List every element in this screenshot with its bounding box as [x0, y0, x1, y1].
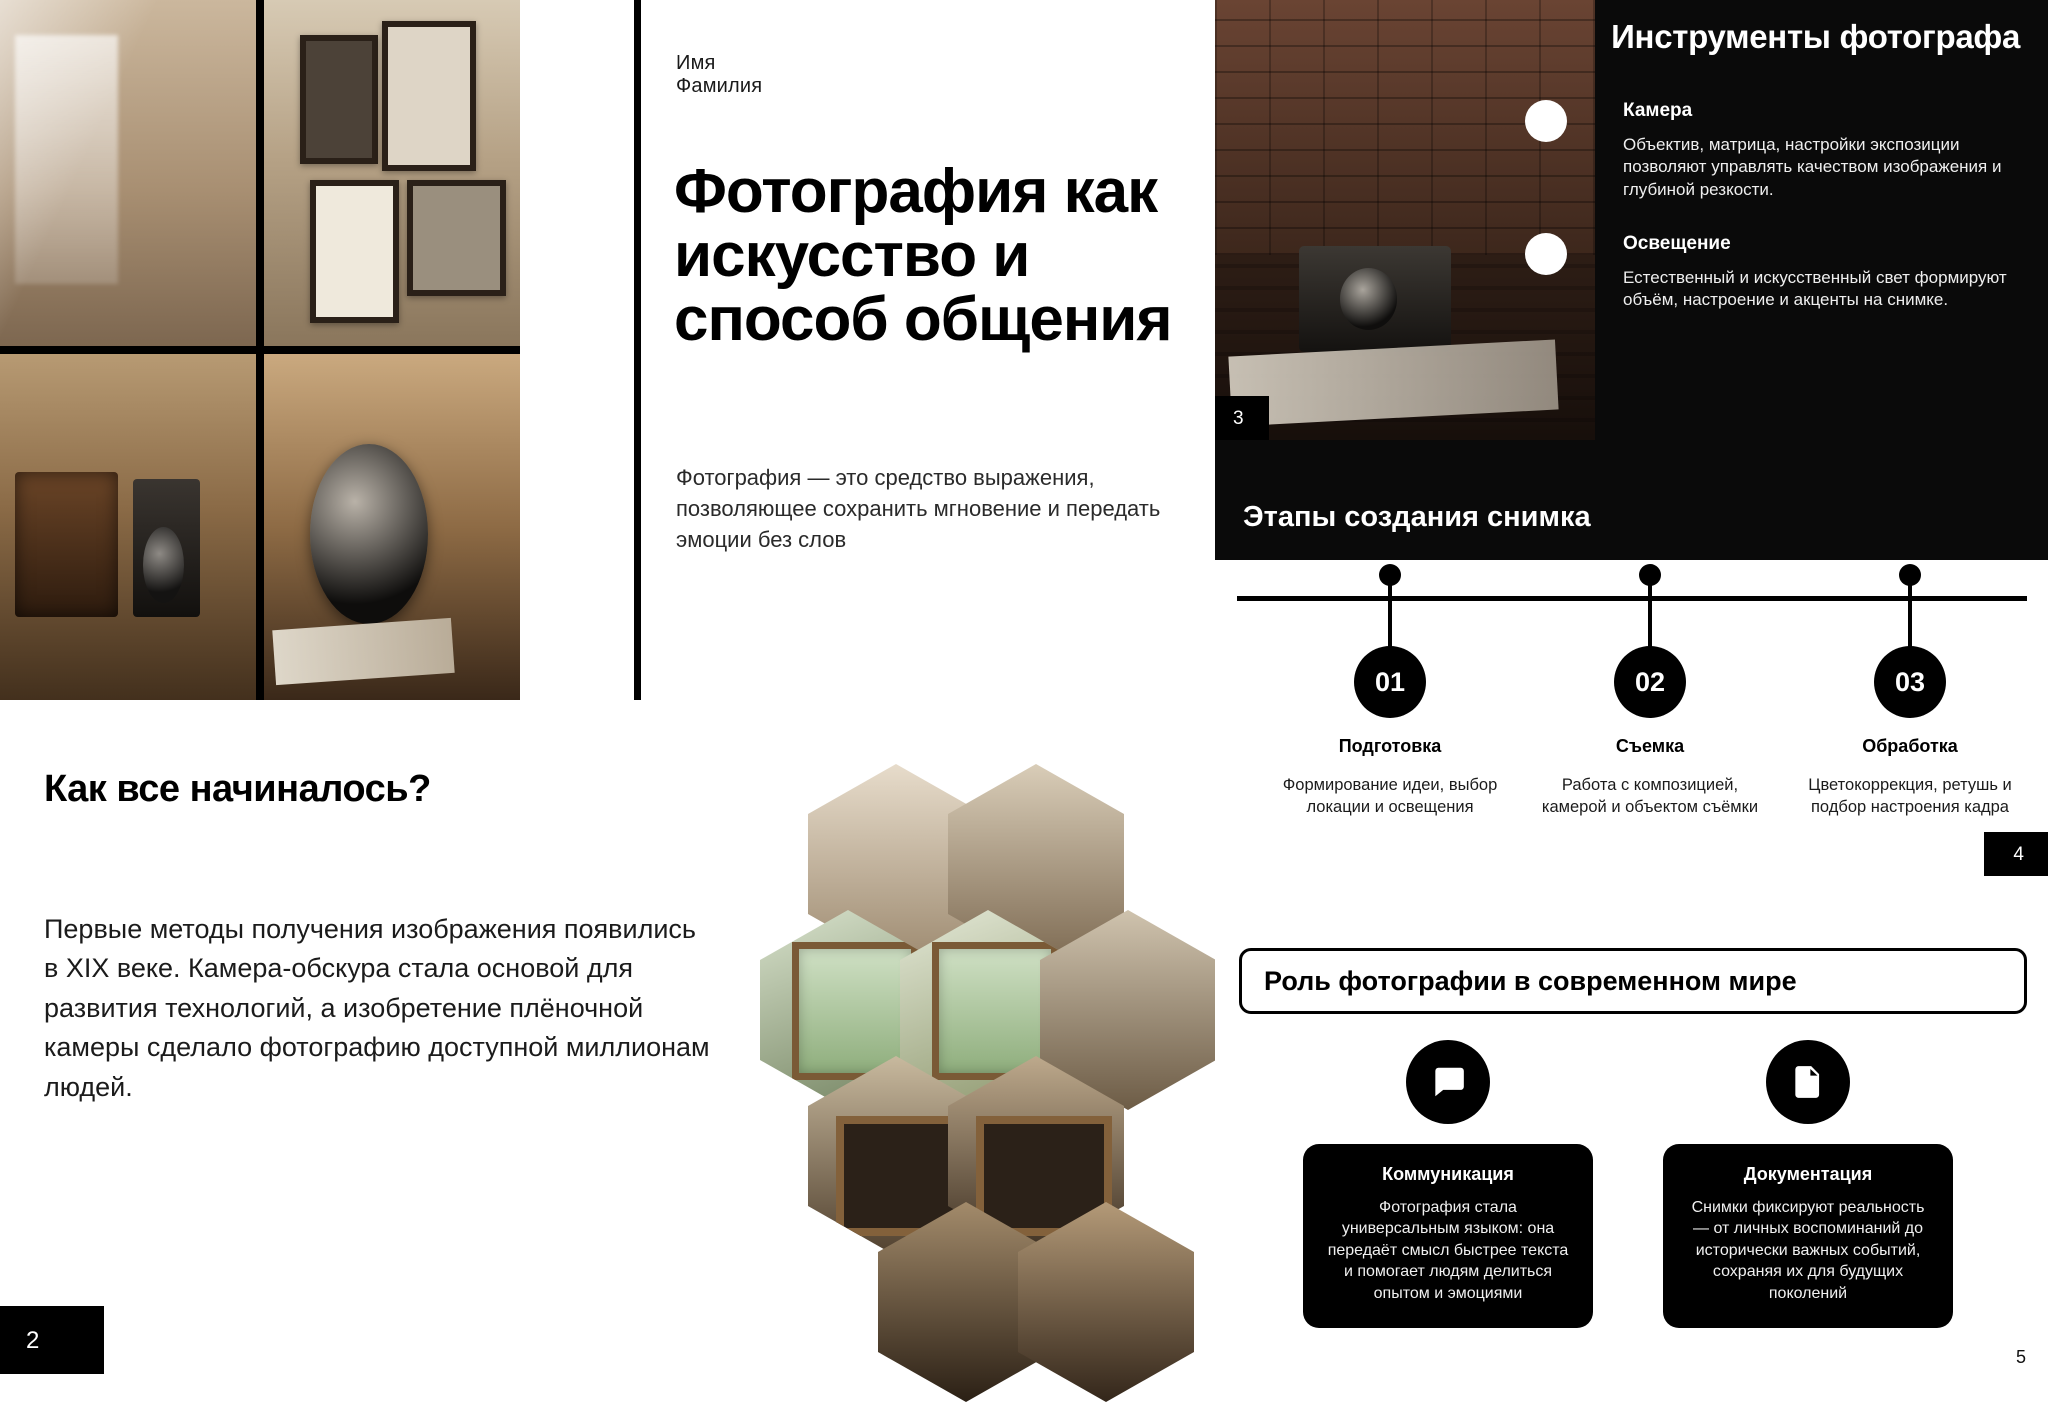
- photo-window-light: [0, 0, 256, 346]
- timeline-node-icon: [1899, 564, 1921, 586]
- timeline-node-icon: [1639, 564, 1661, 586]
- title-photo-collage: [0, 0, 520, 700]
- slide-role: [1215, 912, 2048, 1380]
- step-number: 01: [1354, 646, 1426, 718]
- vertical-divider: [634, 0, 641, 700]
- slide-tools: [1215, 0, 2048, 560]
- timeline-stem: [1388, 584, 1392, 650]
- role-card-body: [1303, 1144, 1593, 1328]
- photo-prints: [1229, 339, 1559, 426]
- timeline-stem: [1908, 584, 1912, 650]
- wall-frame: [407, 180, 506, 296]
- slide-title: [0, 0, 1172, 700]
- tool-item-text: Естественный и искусственный свет формируют объём, настроение и акценты на снимке.: [1623, 268, 2007, 310]
- section-banner: [1239, 948, 2027, 1014]
- slide-history: [0, 700, 1215, 1380]
- chat-bubble-icon: [1406, 1040, 1490, 1124]
- role-card-title: Коммуникация: [1382, 1164, 1514, 1184]
- page-number: 3: [1233, 408, 1244, 429]
- section-heading: Роль фотографии в современном мире: [1264, 965, 1797, 996]
- camera-lens: [1340, 268, 1397, 330]
- step-description: Работа с композицией, камерой и объектом съёмки: [1541, 776, 1759, 817]
- role-card-body: [1663, 1144, 1953, 1328]
- section-body-text: Первые методы получения изображения появились в XIX веке. Камера-обскура стала основой для развития технологий, а изобретение плёночной камеры сделало фотографию доступной миллионам людей.: [44, 914, 710, 1102]
- wall-frame: [310, 180, 399, 323]
- photo-gallery-wall: [264, 0, 520, 346]
- author-name: Имя Фамилия: [676, 52, 763, 97]
- bullet-dot-icon: [1525, 233, 1567, 275]
- step-label: Подготовка: [1338, 736, 1442, 756]
- section-heading: Инструменты фотографа: [1611, 18, 2020, 55]
- tool-item-title: Освещение: [1623, 233, 1731, 254]
- timeline-stem: [1648, 584, 1652, 650]
- wall-frame: [382, 21, 476, 171]
- next-section-heading: Этапы создания снимка: [1243, 501, 1591, 533]
- step-description: Формирование идеи, выбор локации и освещения: [1282, 776, 1498, 817]
- tool-item-lighting: [1623, 233, 2023, 312]
- role-card-documentation: [1663, 1040, 1953, 1328]
- page-number: 5: [2015, 1347, 2026, 1367]
- step-number: 02: [1614, 646, 1686, 718]
- camera-lens: [310, 444, 428, 624]
- document-icon: [1766, 1040, 1850, 1124]
- role-card-text: Снимки фиксируют реальность — от личных воспоминаний до исторически важных событий, сохраняя их для будущих поколений: [1691, 1199, 1925, 1302]
- photo-camera-closeup: [264, 354, 520, 700]
- page-number: 4: [2013, 844, 2024, 865]
- tool-item-text: Объектив, матрица, настройки экспозиции позволяют управлять качеством изображения и глубиной резкости.: [1623, 135, 2002, 199]
- role-card-communication: [1303, 1040, 1593, 1328]
- step-label: Обработка: [1862, 736, 1958, 756]
- timeline-node-icon: [1379, 564, 1401, 586]
- tool-item-title: Камера: [1623, 100, 1693, 121]
- page-number: 2: [26, 1327, 40, 1354]
- step-label: Съемка: [1615, 736, 1685, 756]
- photo-vintage-cameras: [0, 354, 256, 700]
- tools-photo: [1215, 0, 1595, 440]
- wall-frame: [300, 35, 379, 165]
- photo-prints: [273, 618, 456, 686]
- title-subtitle: Фотография — это средство выражения, позволяющее сохранить мгновение и передать эмоции без слов: [676, 465, 1161, 553]
- step-number: 03: [1874, 646, 1946, 718]
- bullet-dot-icon: [1525, 100, 1567, 142]
- hexagon-photo-mosaic: [760, 740, 1240, 1360]
- section-heading: Как все начиналось?: [44, 768, 431, 810]
- tool-item-camera: [1623, 100, 2023, 201]
- page-title: Фотография как искусство и способ общения: [674, 157, 1172, 354]
- bellows-camera: [15, 472, 117, 617]
- role-card-text: Фотография стала универсальным языком: она передаёт смысл быстрее текста и помогает людям делиться опытом и эмоциями: [1327, 1199, 1569, 1302]
- slide-process: [1215, 560, 2048, 912]
- page-number-badge: [0, 1306, 104, 1374]
- role-card-title: Документация: [1743, 1164, 1873, 1184]
- step-description: Цветокоррекция, ретушь и подбор настроения кадра: [1808, 776, 2012, 817]
